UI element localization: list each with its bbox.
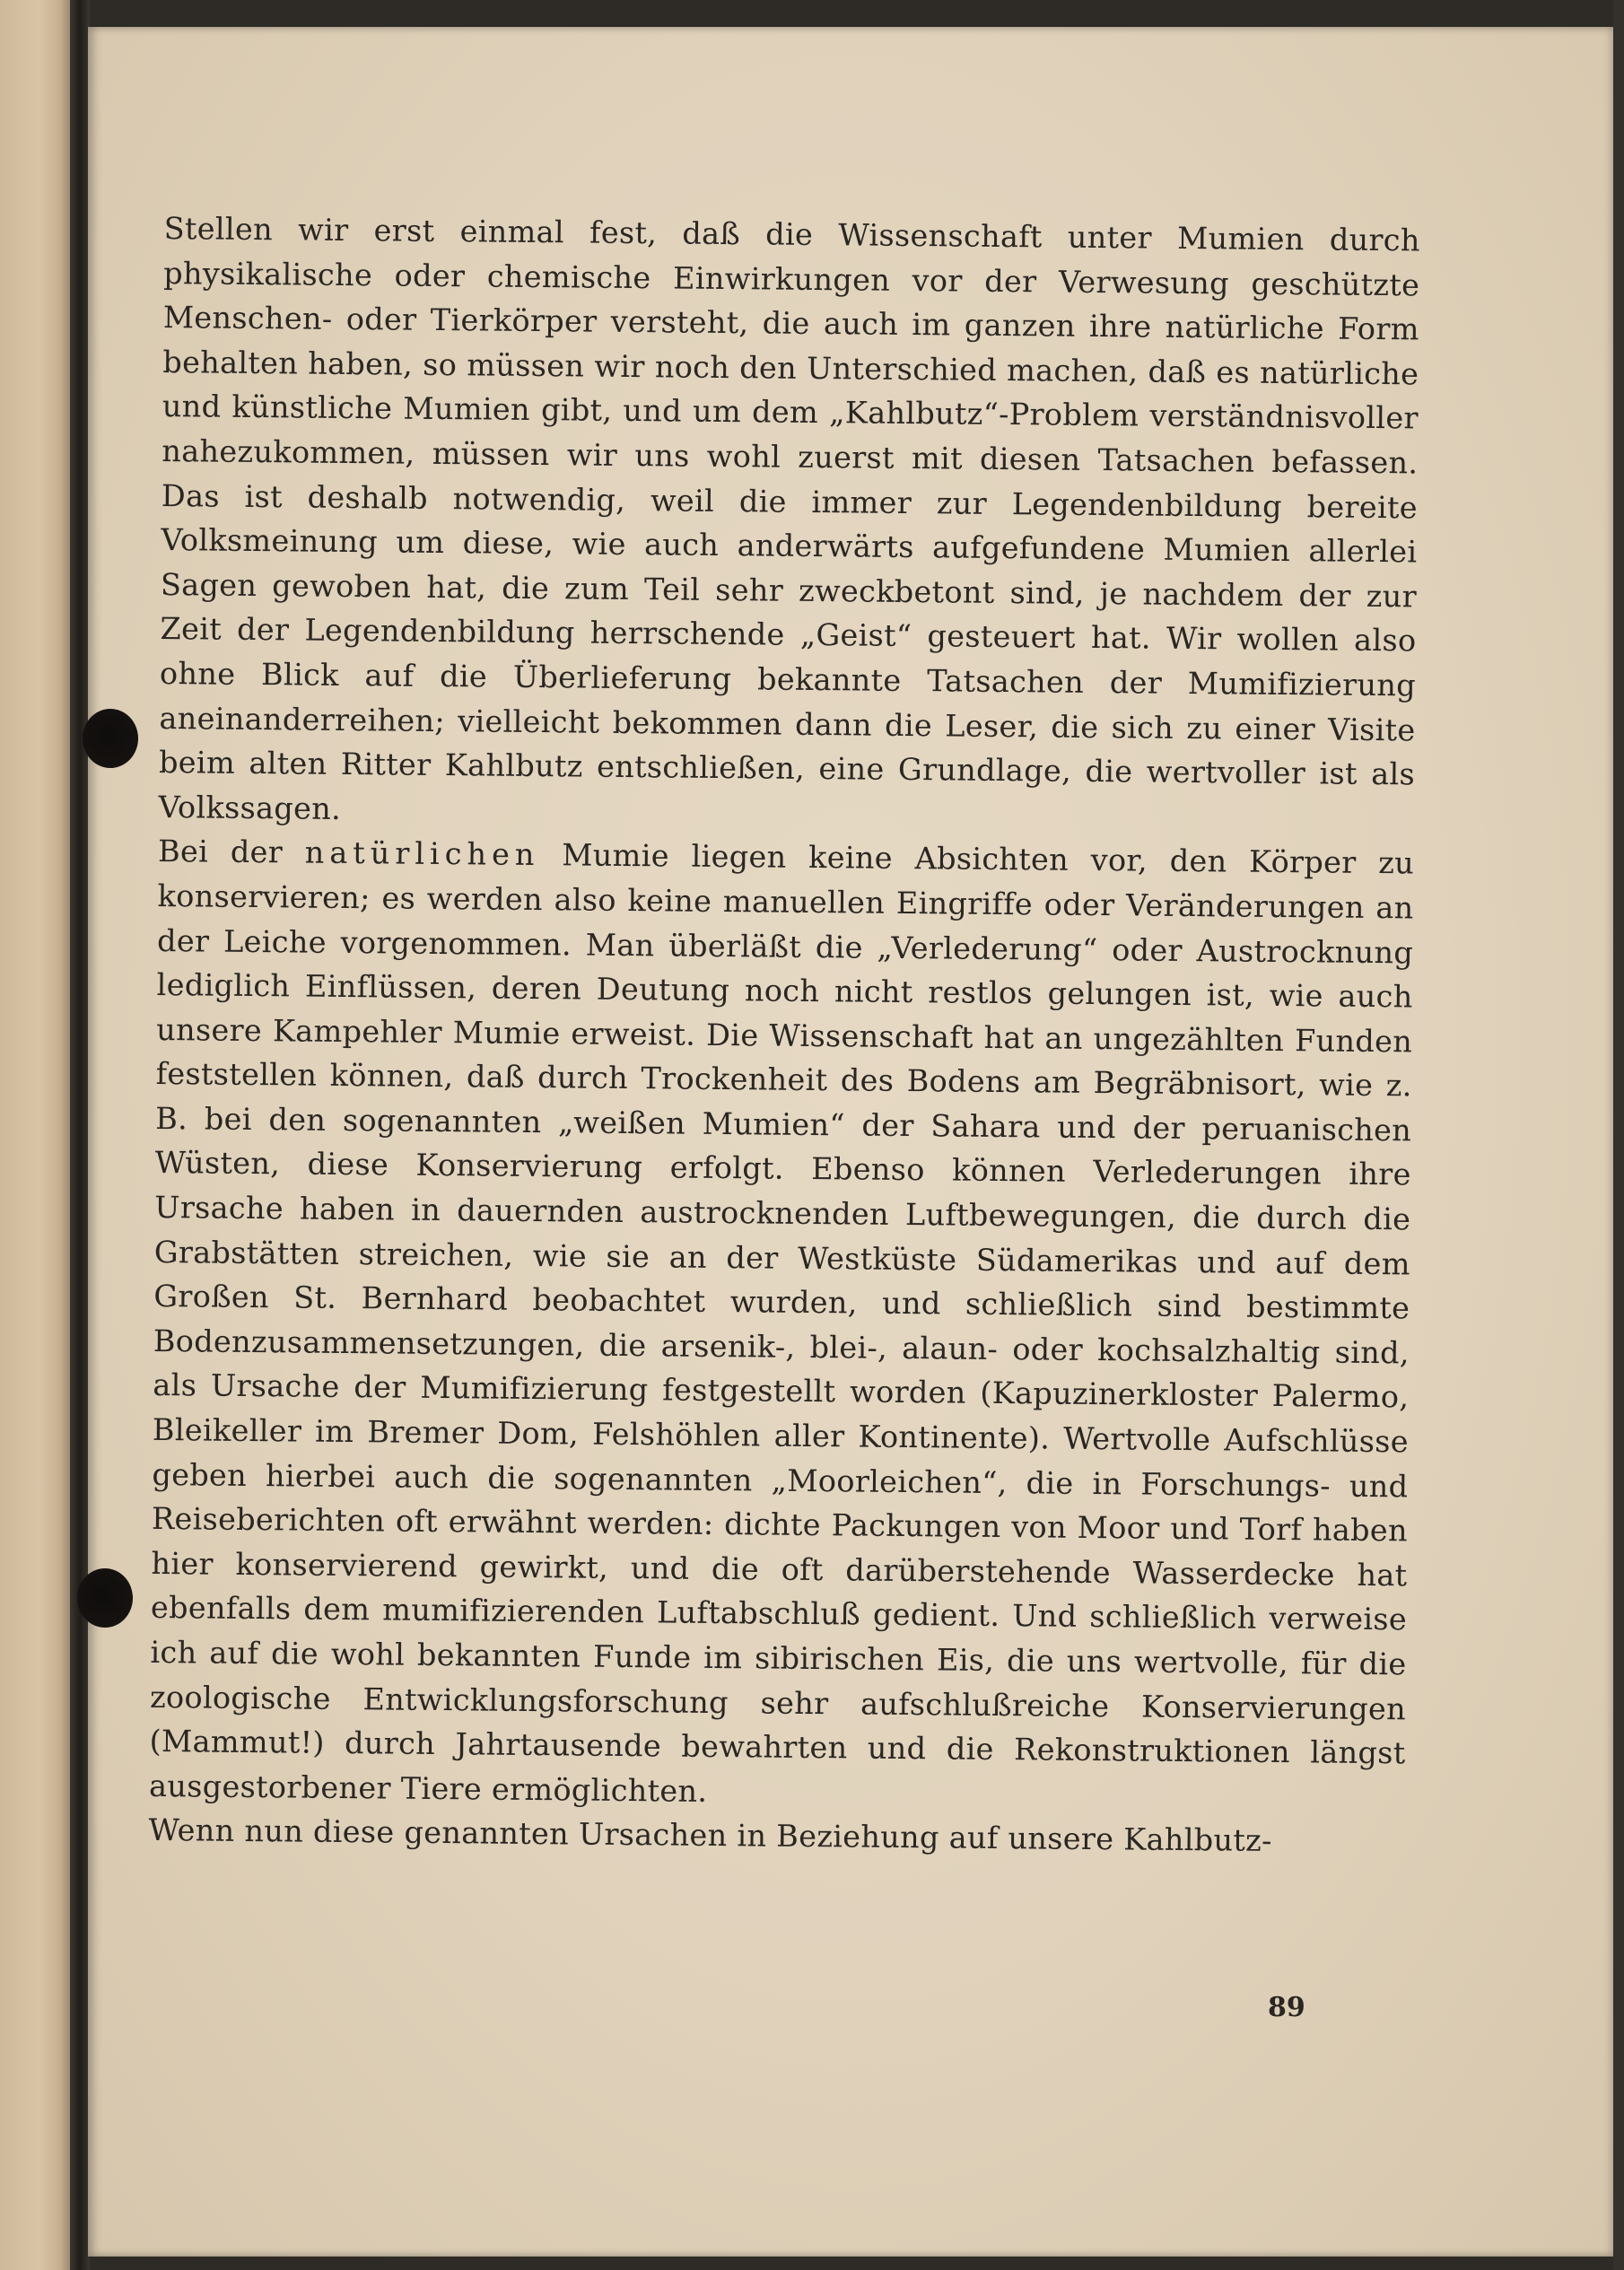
body-text — [148, 206, 1420, 1864]
paragraph-2 — [149, 829, 1414, 1820]
paragraph-3-text: Wenn nun diese genannten Ursachen in Beziehung auf unsere Kahlbutz- — [148, 1812, 1272, 1859]
adjacent-page-edge — [0, 0, 70, 2270]
punch-hole — [77, 1568, 133, 1628]
book-spine — [70, 0, 90, 2270]
paragraph-2-lead: Bei der — [157, 834, 305, 870]
paragraph-1-text: Stellen wir erst einmal fest, daß die Wissenschaft unter Mumien durch physikalische oder chemische Einwirkungen vor der Verwesung geschützte Menschen- oder Tierkörper versteht, die auch im ganzen ihre natürliche Form behalten haben, so müssen wir noch den Unterschied machen, daß es natürliche und künstliche Mumien gibt, und um dem „Kahlbutz“-Problem verständnisvoller nahezukommen, müssen wir uns wohl zuerst mit diesen Tatsachen befassen. Das ist deshalb notwendig, weil die immer zur Legendenbildung bereite Volksmeinung um diese, wie auch anderwärts aufgefundene Mumien allerlei Sagen gewoben hat, die zum Teil sehr zweckbetont sind, je nachdem der zur Zeit der Legendenbildung herrschende „Geist“ gesteuert hat. Wir wollen also ohne Blick auf die Überlieferung bekannte Tatsachen der Mumifizierung aneinanderreihen; vielleicht bekommen dann die Leser, die sich zu einer Visite beim alten Ritter Kahlbutz entschließen, eine Grundlage, die wertvoller ist als Volkssagen. — [158, 210, 1420, 826]
paragraph-2-text: Mumie liegen keine Absichten vor, den Körper zu konservieren; es werden also keine manuellen Eingriffe oder Veränderungen an der Leiche vorgenommen. Man überläßt die „Verlederung“ oder Austrocknung lediglich Einflüssen, deren Deutung noch nicht restlos gelungen ist, wie auch unsere Kampehler Mumie erweist. Die Wissenschaft hat an ungezählten Funden feststellen können, daß durch Trockenheit des Bodens am Begräbnisort, wie z. B. bei den sogenannten „weißen Mumien“ der Sahara und der peruanischen Wüsten, diese Konservierung erfolgt. Ebenso können Verlederungen ihre Ursache haben in dauernden austrocknenden Luftbewegungen, die durch die Grabstätten streichen, wie sie an der Westküste Südamerikas und auf dem Großen St. Bernhard beobachtet wurden, und schließlich sind bestimmte Bodenzusammensetzungen, die arsenik-, blei-, alaun- oder kochsalzhaltig sind, als Ursache der Mumifizierung festgestellt worden (Kapuzinerkloster Palermo, Bleikeller im Bremer Dom, Felshöhlen aller Kontinente). Wertvolle Aufschlüsse geben hierbei auch die sogenannten „Moorleichen“, die in Forschungs- und Reiseberichten oft erwähnt werden: dichte Packungen von Moor und Torf haben hier konservierend gewirkt, und die oft darüberstehende Wasserdecke hat ebenfalls dem mumifizierenden Luftabschluß gedient. Und schließlich verweise ich auf die wohl bekannten Funde im sibirischen Eis, die uns wertvolle, für die zoologische Entwicklungsforschung sehr aufschlußreiche Konservierungen (Mammut!) durch Jahrtausende bewahrten und die Rekonstruktionen längst ausgestorbener Tiere ermöglichten. — [148, 837, 1415, 1809]
punch-hole — [83, 709, 138, 768]
paragraph-1 — [158, 206, 1420, 842]
emphasized-word: natürlichen — [304, 834, 540, 873]
right-background-edge — [1613, 0, 1624, 2270]
page-number: 89 — [1268, 1992, 1305, 2023]
